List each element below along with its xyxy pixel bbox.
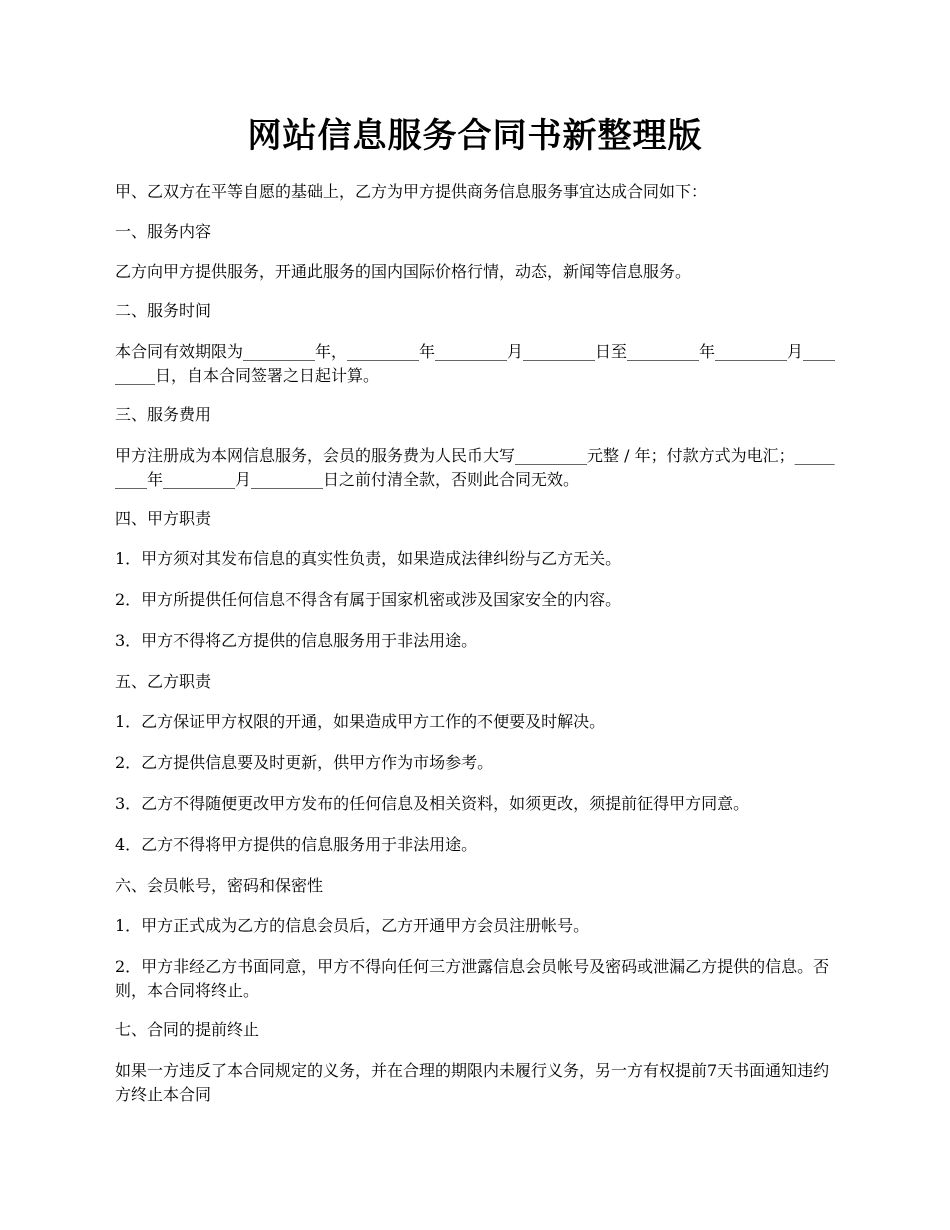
section-7-paragraph: 如果一方违反了本合同规定的义务，并在合理的期限内未履行义务，另一方有权提前7天书面通知违约方终止本合同 (115, 1061, 830, 1104)
section-heading-6: 六、会员帐号，密码和保密性 (115, 876, 324, 895)
section-4-item-2: 2．甲方所提供任何信息不得含有属于国家机密或涉及国家安全的内容。 (115, 590, 622, 609)
section-heading-7: 七、合同的提前终止 (115, 1020, 260, 1039)
document-title: 网站信息服务合同书新整理版 (247, 116, 703, 156)
section-2-paragraph: 本合同有效期限为_________年，_________年_________月_________日至_________年_________月_________日，自本合同签署之日起计算。 (115, 342, 836, 385)
section-6-item-1: 1．甲方正式成为乙方的信息会员后，乙方开通甲方会员注册帐号。 (115, 916, 590, 935)
section-4-item-1: 1．甲方须对其发布信息的真实性负责，如果造成法律纠纷与乙方无关。 (115, 549, 622, 568)
section-heading-1: 一、服务内容 (115, 222, 212, 241)
section-1-paragraph: 乙方向甲方提供服务，开通此服务的国内国际价格行情，动态，新闻等信息服务。 (115, 262, 692, 281)
section-5-item-2: 2．乙方提供信息要及时更新，供甲方作为市场参考。 (115, 753, 494, 772)
section-heading-4: 四、甲方职责 (115, 509, 212, 528)
intro-paragraph: 甲、乙双方在平等自愿的基础上，乙方为甲方提供商务信息服务事宜达成合同如下： (115, 182, 708, 201)
section-5-item-3: 3．乙方不得随便更改甲方发布的任何信息及相关资料，如须更改，须提前征得甲方同意。 (115, 794, 750, 813)
section-5-item-1: 1．乙方保证甲方权限的开通，如果造成甲方工作的不便要及时解决。 (115, 712, 606, 731)
section-6-item-2: 2．甲方非经乙方书面同意，甲方不得向任何三方泄露信息会员帐号及密码或泄漏乙方提供的信息。否则，本合同将终止。 (115, 957, 830, 1000)
section-4-item-3: 3．甲方不得将乙方提供的信息服务用于非法用途。 (115, 631, 478, 650)
section-heading-3: 三、服务费用 (115, 405, 212, 424)
section-5-item-4: 4．乙方不得将甲方提供的信息服务用于非法用途。 (115, 835, 478, 854)
section-3-paragraph: 甲方注册成为本网信息服务，会员的服务费为人民币大写_________元整 / 年；付款方式为电汇；_________年_________月_________日之前付清全款，否则此合同无效。 (115, 446, 835, 489)
section-heading-5: 五、乙方职责 (115, 672, 212, 691)
section-heading-2: 二、服务时间 (115, 301, 212, 320)
